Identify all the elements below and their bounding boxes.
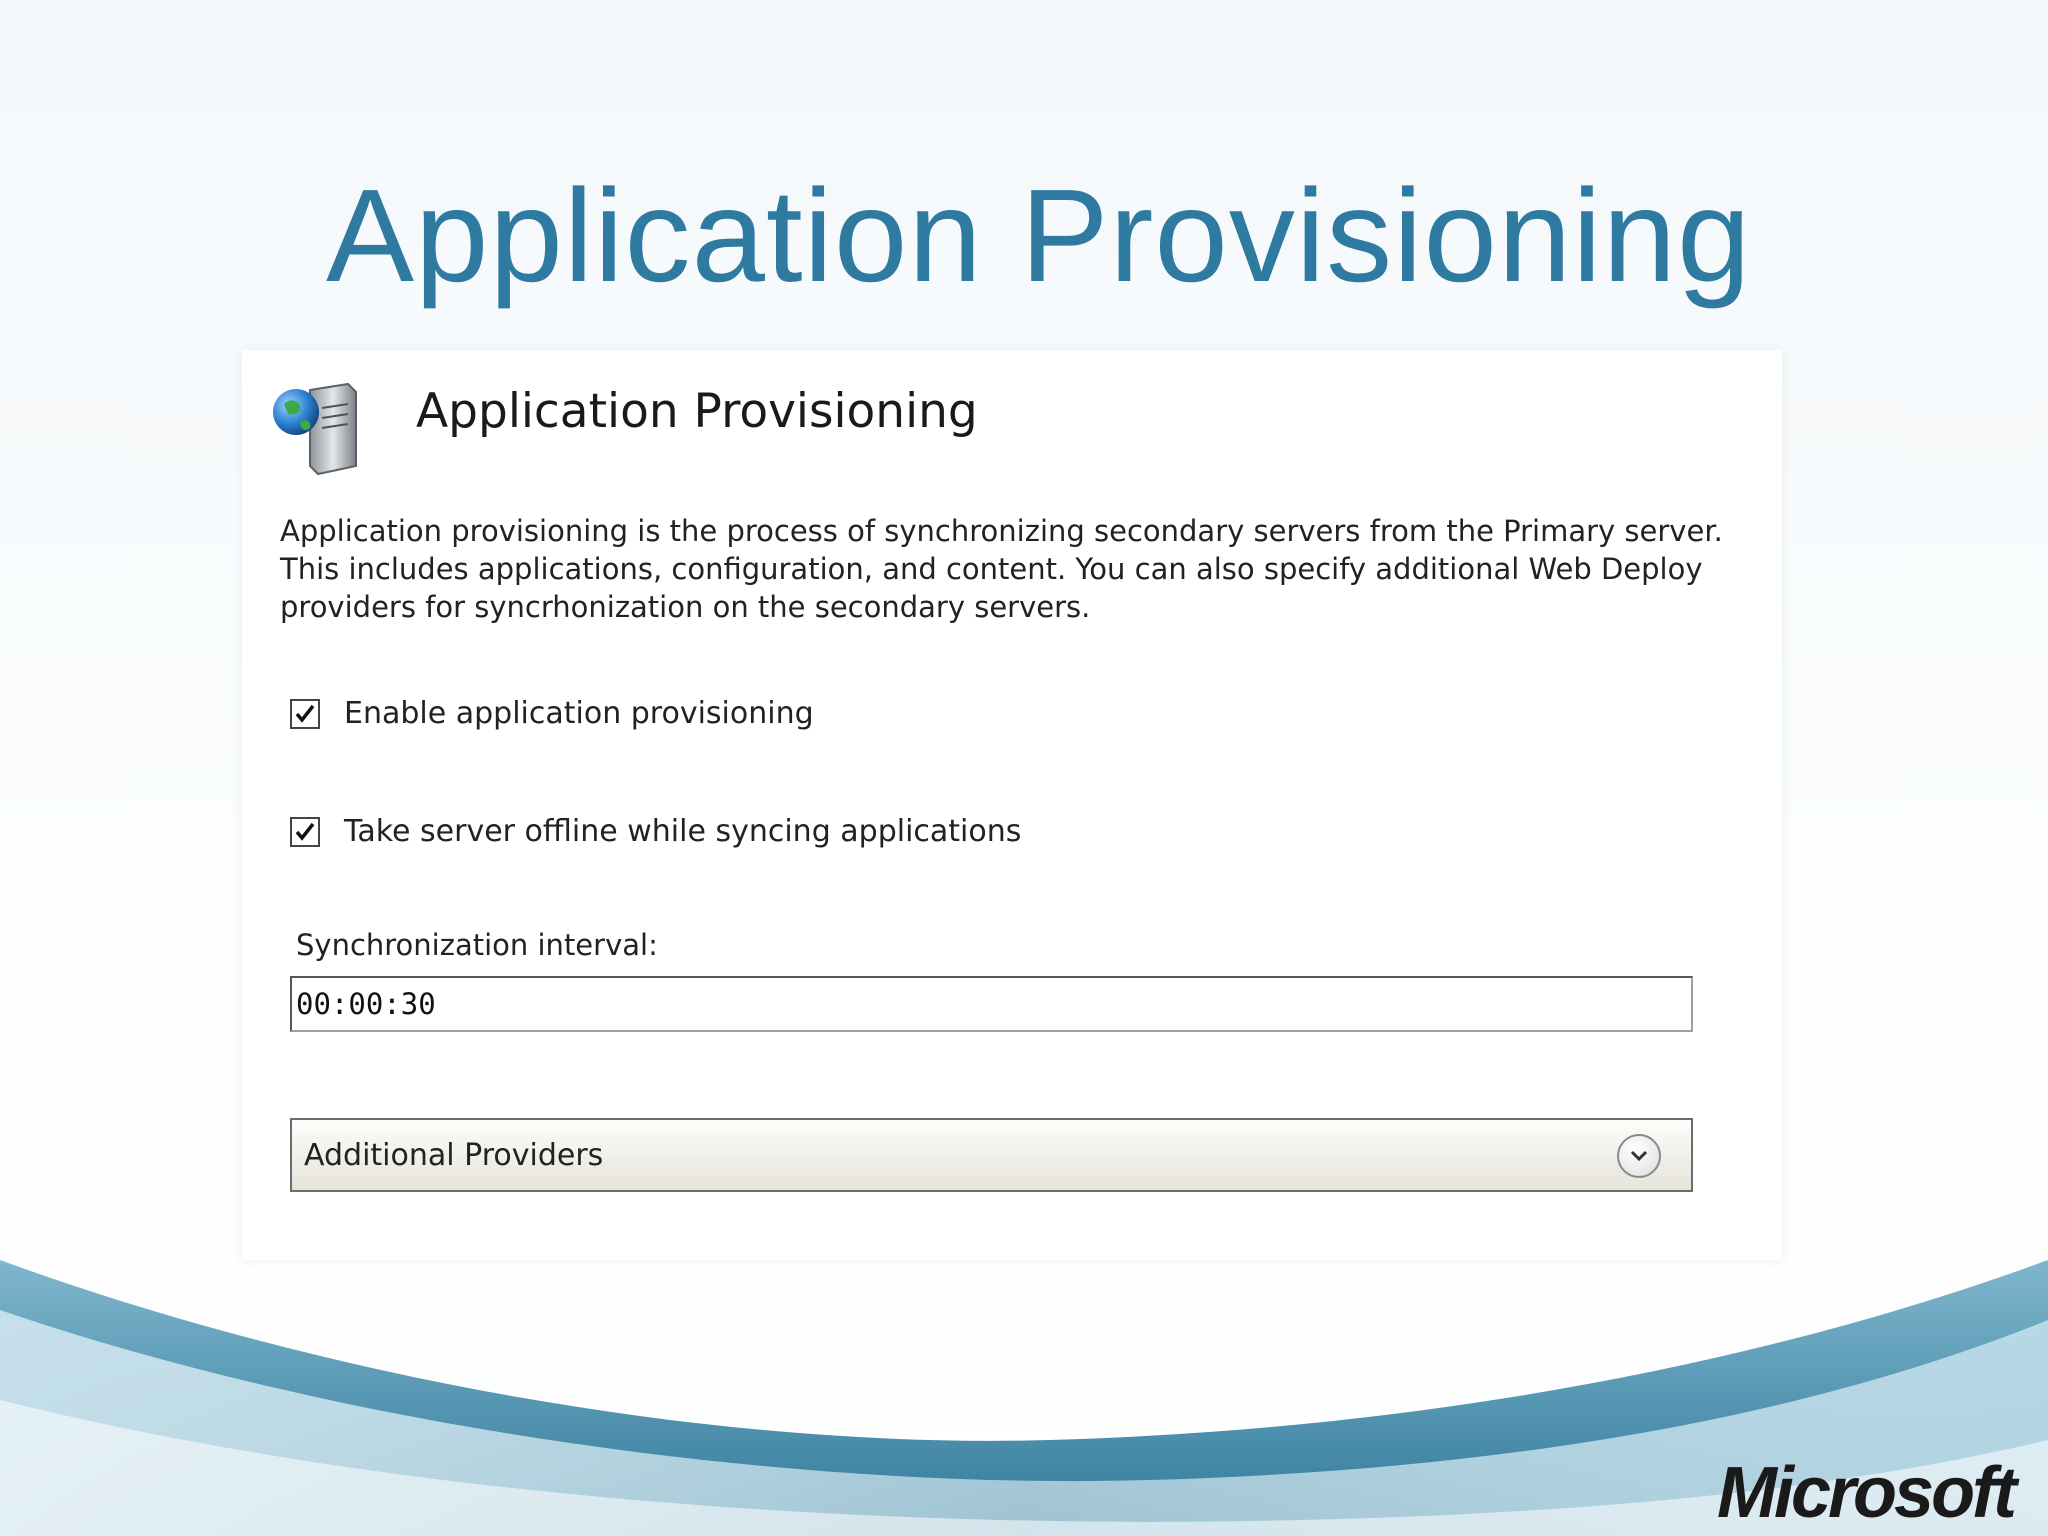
checkmark-icon (294, 703, 316, 725)
enable-provisioning-option[interactable] (290, 696, 814, 731)
microsoft-logo: Microsoft (1717, 1453, 2014, 1533)
panel-description: Application provisioning is the process of synchronizing secondary servers from the Primary server. This includes applications, configuration, and content. You can also specify additional Web Deploy providers for syncrhonization on the secondary servers. (280, 514, 1723, 624)
panel-heading: Application Provisioning (416, 384, 978, 439)
take-offline-checkbox[interactable] (290, 817, 320, 847)
take-offline-label: Take server offline while syncing applications (344, 814, 1022, 849)
take-offline-option[interactable] (290, 814, 1021, 849)
checkmark-icon (294, 821, 316, 843)
enable-provisioning-checkbox[interactable] (290, 699, 320, 729)
additional-providers-label: Additional Providers (304, 1138, 604, 1173)
sync-interval-input[interactable] (290, 976, 1693, 1032)
additional-providers-header[interactable] (290, 1118, 1693, 1192)
slide-title: Application Provisioning (326, 162, 1752, 309)
enable-provisioning-label: Enable application provisioning (344, 696, 814, 731)
sync-interval-label: Synchronization interval: (296, 928, 658, 962)
globe-server-icon (270, 378, 370, 478)
chevron-down-icon[interactable] (1617, 1134, 1661, 1178)
